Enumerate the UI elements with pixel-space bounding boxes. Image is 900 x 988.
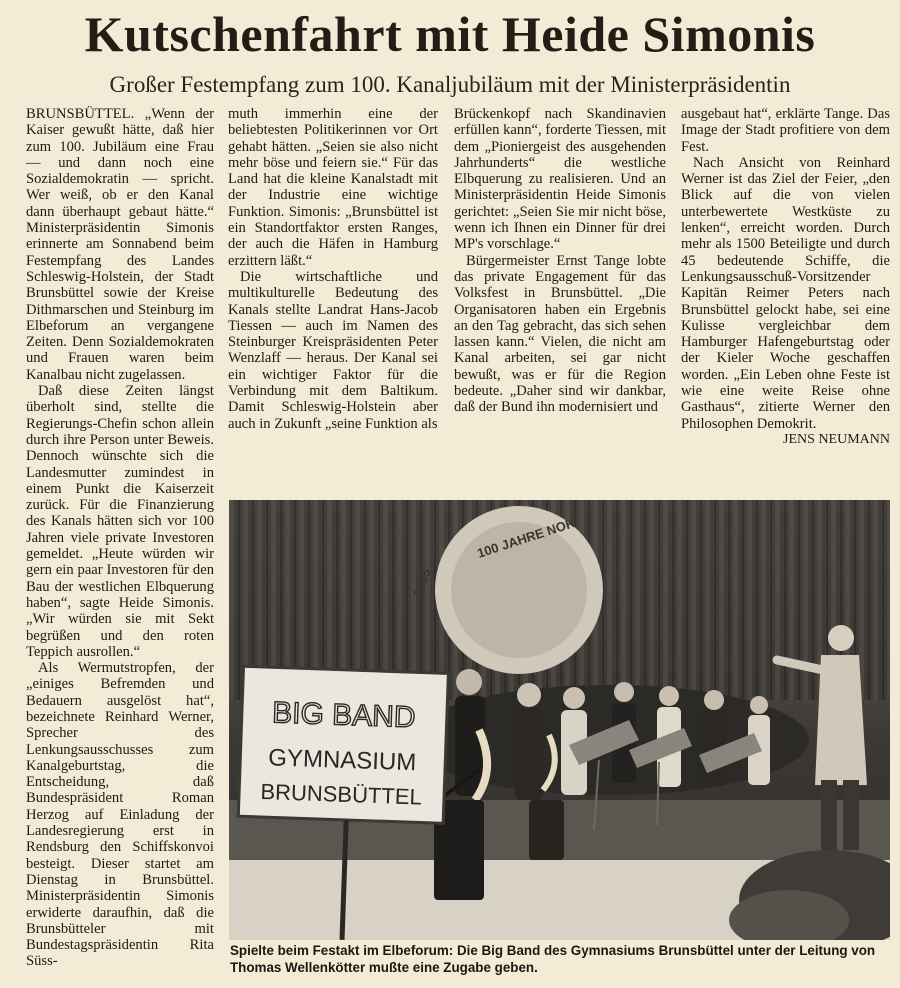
paragraph: Nach Ansicht von Reinhard Werner ist das Ziel der Feier, „den Blick auf die von vielen unterbewertete Westküste zu lenken“, erreicht worden. Durch mehr als 1500 Beteiligte und durch 45 bedeutende Schiffe, die Lenkungsausschuß-Vorsitzender Kapitän Reimer Peters nach Brunsbüttel gelockt habe, sei eine Kulisse vergleichbar dem Hamburger Hafengeburtstag oder der Kieler Woche geschaffen worden. „Ein Leben ohne Feste ist wie eine weite Reise ohne Gasthaus“, zitierte Werner den Philosophen Demokrit.: [681, 154, 890, 432]
sign-line-3: BRUNSBÜTTEL: [260, 778, 423, 810]
article-column-4: [681, 106, 890, 448]
band-photo: [229, 500, 890, 940]
sign-line-2: GYMNASIUM: [267, 744, 417, 777]
article-column-1: [26, 106, 214, 970]
headline: Kutschenfahrt mit Heide Simonis: [84, 6, 816, 62]
paragraph: Die wirtschaftliche und multikulturelle Bedeutung des Kanals stellte Landrat Hans-Jacob Tiessen — auch im Namen des Steinburger Kreispräsidenten Peter Wenzlaff — heraus. Der Kanal sei ein wichtiger Faktor für die Verbindung mit dem Baltikum. Damit Schleswig-Holstein aber auch in Zukunft „seine Funktion als: [228, 268, 438, 432]
paragraph: muth immerhin eine der beliebtesten Politikerinnen vor Ort gehabt hätten. „Seien sie also nicht mehr böse und feiern sie.“ Für das Land hat die kleine Kanalstadt mit der Industrie eine wichtige Funktion. Simonis: „Brunsbüttel ist ein Standortfaktor ersten Ranges, der auch die Häfen in Hamburg erzittern läßt.“: [228, 106, 438, 269]
subheadline: Großer Festempfang zum 100. Kanaljubiläum mit der Ministerpräsidentin: [109, 72, 791, 97]
paragraph: Daß diese Zeiten längst überholt sind, stellte die Regierungs-Chefin schon allein durch ihre Person unter Beweis. Dennoch wünschte sich die Landesmutter zumindest in einem Punkt die Kaiserzeit zurück. Für die Finanzierung des Kanals hätten sich vor 100 Jahren viele private Investoren gemeldet. „Heute würden wir gern ein paar Investoren für den Bau der westlichen Elbquerung haben“, sagte Heide Simonis. „Wir würden sie mit Sekt begrüßen und den roten Teppich ausrollen.“: [26, 383, 214, 660]
paragraph: Brückenkopf nach Skandinavien erfüllen kann“, forderte Tiessen, mit dem „Pioniergeist des ausgehenden Jahrhunderts“ die westliche Elbquerung zu realisieren. Und an Ministerpräsidentin Heide Simonis gerichtet: „Seien Sie mir nicht böse, wenn ich Ihnen ein Dinner für drei MP's vorschlage.“: [454, 106, 666, 253]
banner-text: 100 JAHRE NOK: [475, 515, 577, 561]
photo-caption: Spielte beim Festakt im Elbeforum: Die Big Band des Gymnasiums Brunsbüttel unter der Leitung von Thomas Wellenkötter mußte eine Zugabe geben.: [230, 943, 876, 975]
article-column-2: [228, 106, 438, 432]
paragraph: Bürgermeister Ernst Tange lobte das private Engagement für das Volksfest in Brunsbüttel. „Die Organisatoren haben ein Ergebnis an den Tag gebracht, das sich sehen lassen kann.“ Vielen, die nicht am Kanal arbeiten, sei gar nicht bewußt, was er für die Region bedeute. „Daher sind wir dankbar, daß der Bund ihn modernisiert und: [454, 252, 666, 416]
photo-illustration: [229, 500, 890, 940]
paragraph: ausgebaut hat“, erklärte Tange. Das Image der Stadt profitiere von dem Fest.: [681, 106, 890, 155]
article-column-3: [454, 106, 666, 416]
paragraph: BRUNSBÜTTEL. „Wenn der Kaiser gewußt hätte, daß hier zum 100. Jubiläum eine Frau — und dann noch eine Sozialdemokratin — spricht. Wer weiß, ob er den Kanal dann überhaupt gebaut hätte.“ Ministerpräsidentin Simonis erinnerte am Sonnabend beim Festempfang des Landes Schleswig-Holstein, der Stadt Brunsbüttel sowie der Kreise Dithmarschen und Steinburg im Elbeforum an vergangene Zeiten. Denn Sozialdemokraten und Frauen waren beim Kanalbau nicht zugelassen.: [26, 106, 214, 383]
sign-line-1: BIG BAND: [271, 696, 417, 735]
author-byline: JENS NEUMANN: [783, 431, 890, 447]
paragraph: Als Wermutstropfen, der „einiges Befremden und Bedauern ausgelöst hat“, bezeichnete Reinhard Werner, Sprecher des Lenkungsausschusses zum Kanalgeburtstag, die Entscheidung, daß Bundespräsident Roman Herzog auf Einladung der Landesregierung erst in Rendsburg den Schiffskonvoi besteigt. Dieser startet am Dienstag in Brunsbüttel. Ministerpräsidentin Simonis erwiderte daraufhin, daß die Brunsbütteler mit Bundestagspräsidentin Rita Süss-: [26, 660, 214, 970]
banner-year: 1895: [409, 566, 434, 600]
